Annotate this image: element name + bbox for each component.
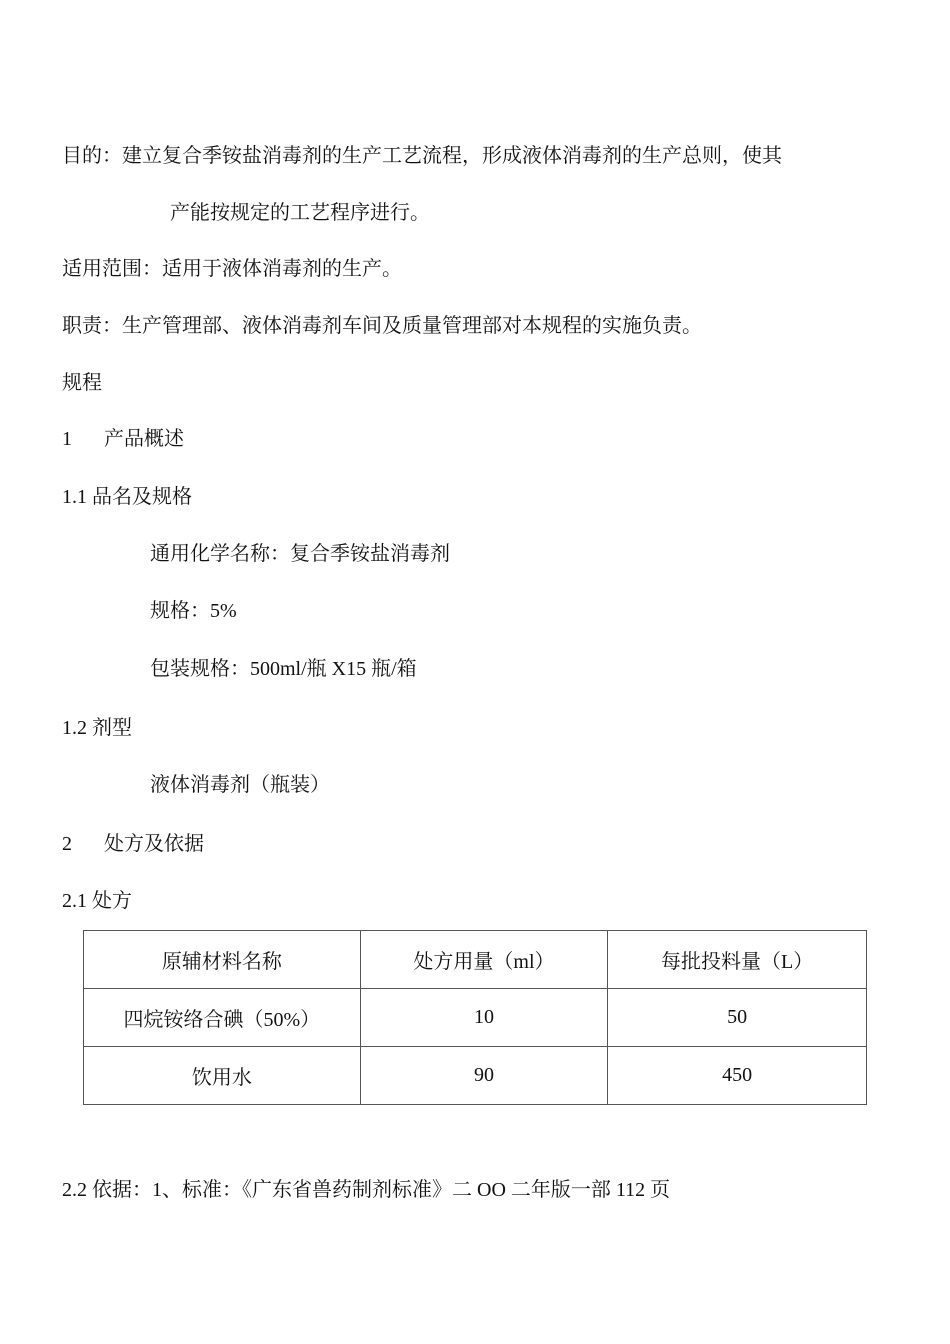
table-row — [84, 1047, 867, 1105]
header-cell: 处方用量（ml） — [360, 931, 608, 989]
section-1-heading — [62, 426, 184, 452]
chemical-name: 通用化学名称：复合季铵盐消毒剂 — [150, 543, 450, 565]
formula-table — [83, 930, 867, 1105]
section-1-1-heading: 1.1 品名及规格 — [62, 486, 192, 508]
table-cell: 饮用水 — [84, 1047, 361, 1105]
spec-text: 规格：5% — [150, 600, 237, 622]
scope-text: 适用范围：适用于液体消毒剂的生产。 — [62, 258, 402, 280]
section-2-heading — [62, 831, 204, 857]
purpose-line-1: 目的：建立复合季铵盐消毒剂的生产工艺流程，形成液体消毒剂的生产总则，使其 — [62, 145, 782, 167]
procedure-heading: 规程 — [62, 372, 102, 394]
table-cell: 90 — [360, 1047, 608, 1105]
table-cell: 10 — [360, 989, 608, 1047]
section-1-2-heading: 1.2 剂型 — [62, 717, 132, 739]
section-number: 2 — [62, 833, 72, 855]
dosage-form-text: 液体消毒剂（瓶装） — [150, 774, 330, 796]
packaging-text: 包装规格：500ml/瓶 X15 瓶/箱 — [150, 658, 417, 680]
table-cell: 四烷铵络合碘（50%） — [84, 989, 361, 1047]
header-cell: 每批投料量（L） — [608, 931, 867, 989]
table-cell: 50 — [608, 989, 867, 1047]
purpose-line-2: 产能按规定的工艺程序进行。 — [170, 202, 430, 224]
table-cell: 450 — [608, 1047, 867, 1105]
section-number: 1 — [62, 428, 72, 450]
section-title: 产品概述 — [104, 428, 184, 450]
table-header-row — [84, 931, 867, 989]
section-2-1-heading: 2.1 处方 — [62, 890, 132, 912]
section-2-2-text: 2.2 依据：1、标准：《广东省兽药制剂标准》二 OO 二年版一部 112 页 — [62, 1179, 671, 1201]
header-cell: 原辅材料名称 — [84, 931, 361, 989]
section-title: 处方及依据 — [104, 833, 204, 855]
duty-text: 职责：生产管理部、液体消毒剂车间及质量管理部对本规程的实施负责。 — [62, 315, 702, 337]
table-row — [84, 989, 867, 1047]
